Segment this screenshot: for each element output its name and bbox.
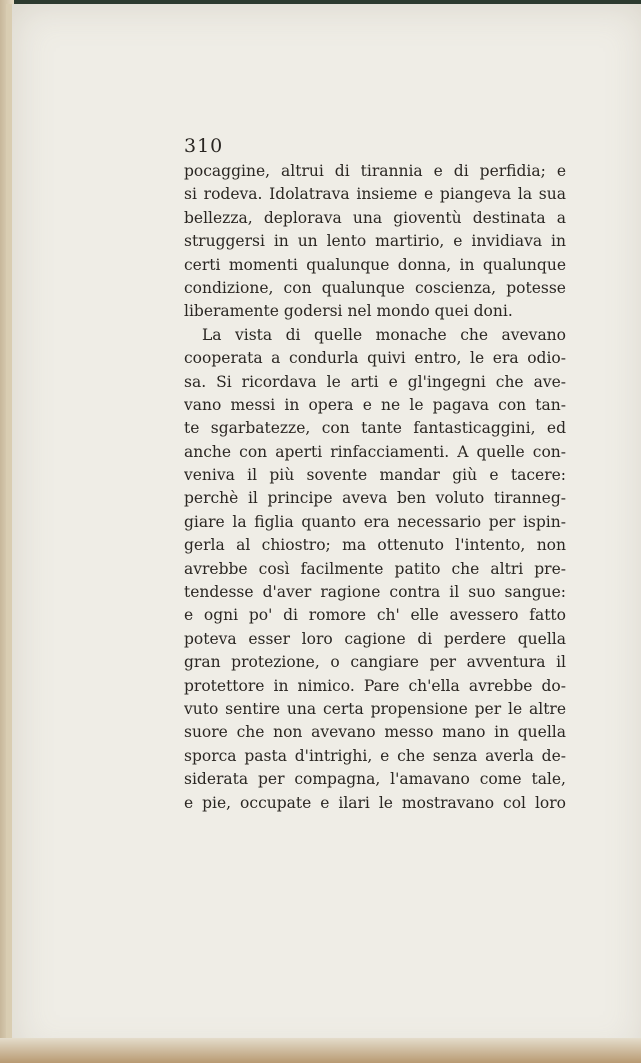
text-line: perchè il principe aveva ben voluto tiranneg- (184, 489, 566, 508)
text-line: giare la figlia quanto era necessario per ispin- (184, 512, 566, 531)
page-number: 310 (184, 135, 224, 157)
text-line: protettore in nimico. Pare ch'ella avrebbe do- (184, 676, 566, 695)
text-line: suore che non avevano messo mano in quella (184, 723, 566, 742)
text-line: certi momenti qualunque donna, in qualunque (184, 255, 566, 274)
text-line: gerla al chiostro; ma ottenuto l'intento, non (184, 536, 566, 555)
text-line: si rodeva. Idolatrava insieme e piangeva la sua (184, 185, 566, 204)
text-line: avrebbe così facilmente patito che altri pre- (184, 559, 566, 578)
text-line: te sgarbatezze, con tante fantasticaggini, ed (184, 419, 566, 438)
text-line: liberamente godersi nel mondo quei doni. (184, 302, 513, 321)
body-text (184, 160, 566, 815)
text-line: poteva esser loro cagione di perdere quella (184, 629, 566, 648)
text-line: bellezza, deplorava una gioventù destinata a (184, 208, 566, 227)
text-line: tendesse d'aver ragione contra il suo sangue: (184, 583, 566, 602)
text-line: La vista di quelle monache che avevano (202, 325, 566, 344)
text-line: gran protezione, o cangiare per avventura il (184, 653, 566, 672)
text-line: e ogni po' di romore ch' elle avessero fatto (184, 606, 566, 625)
text-line: condizione, con qualunque coscienza, potesse (184, 278, 566, 297)
page-bottom-edge (0, 1038, 641, 1063)
text-line: e pie, occupate e ilari le mostravano col loro (184, 793, 566, 812)
text-line: struggersi in un lento martirio, e invidiava in (184, 232, 566, 251)
text-line: sa. Si ricordava le arti e gl'ingegni che ave- (184, 372, 566, 391)
text-line: siderata per compagna, l'amavano come tale, (184, 770, 566, 789)
text-line: veniva il più sovente mandar giù e tacere: (184, 466, 566, 485)
text-line: vuto sentire una certa propensione per le altre (184, 699, 566, 718)
text-line: sporca pasta d'intrighi, e che senza averla de- (184, 746, 566, 765)
text-line: vano messi in opera e ne le pagava con tan- (184, 395, 566, 414)
text-line: pocaggine, altrui di tirannia e di perfidia; e (184, 162, 566, 180)
text-line: cooperata a condurla quivi entro, le era odio- (184, 349, 566, 368)
text-line: anche con aperti rinfacciamenti. A quelle con- (184, 442, 566, 461)
